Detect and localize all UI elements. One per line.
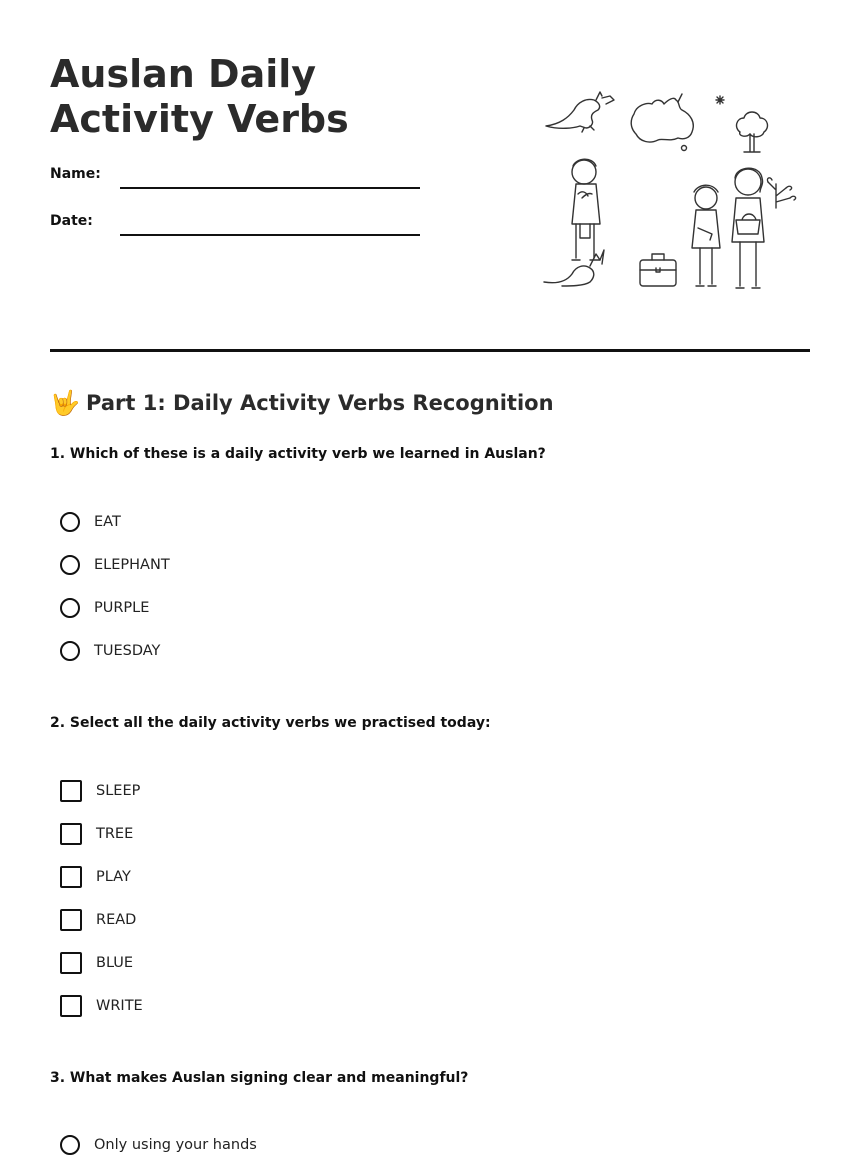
suitcase-icon xyxy=(640,254,676,286)
illustration xyxy=(540,88,800,298)
q2-option-read[interactable] xyxy=(60,907,136,933)
child-icon xyxy=(692,185,720,286)
q1-option-eat[interactable] xyxy=(60,509,121,535)
question-1: 1. Which of these is a daily activity verb we learned in Auslan? xyxy=(50,446,546,462)
australia-map-icon xyxy=(631,94,693,151)
q2-option-tree[interactable] xyxy=(60,821,133,847)
option-label: PURPLE xyxy=(94,600,150,616)
child-icon xyxy=(732,168,764,288)
radio-button[interactable] xyxy=(60,1135,80,1155)
section-divider xyxy=(50,349,810,352)
q2-option-play[interactable] xyxy=(60,864,131,890)
radio-button[interactable] xyxy=(60,598,80,618)
option-label: BLUE xyxy=(96,955,134,971)
option-label: TREE xyxy=(96,826,134,842)
option-label: Only using your hands xyxy=(94,1137,257,1153)
radio-button[interactable] xyxy=(60,641,80,661)
option-label: ELEPHANT xyxy=(94,557,170,573)
child-icon xyxy=(572,159,600,260)
checkbox[interactable] xyxy=(60,823,82,845)
checkbox[interactable] xyxy=(60,866,82,888)
plant-icon xyxy=(767,178,795,208)
q2-option-sleep[interactable] xyxy=(60,778,140,804)
radio-button[interactable] xyxy=(60,555,80,575)
q1-option-purple[interactable] xyxy=(60,595,149,621)
kangaroo-icon xyxy=(546,92,614,132)
option-label: TUESDAY xyxy=(94,643,161,659)
option-label: SLEEP xyxy=(96,783,141,799)
option-label: EAT xyxy=(94,514,121,530)
checkbox[interactable] xyxy=(60,995,82,1017)
q2-option-write[interactable] xyxy=(60,993,143,1019)
checkbox[interactable] xyxy=(60,952,82,974)
q1-option-tuesday[interactable] xyxy=(60,638,160,664)
sparkle-icon xyxy=(716,96,724,104)
option-label: READ xyxy=(96,912,137,928)
option-label: WRITE xyxy=(96,998,143,1014)
option-label: PLAY xyxy=(96,869,131,885)
date-label: Date: xyxy=(50,213,93,229)
checkbox[interactable] xyxy=(60,909,82,931)
name-field[interactable] xyxy=(120,187,420,189)
checkbox[interactable] xyxy=(60,780,82,802)
tree-icon xyxy=(737,112,768,152)
question-3: 3. What makes Auslan signing clear and meaningful? xyxy=(50,1070,469,1086)
question-2: 2. Select all the daily activity verbs we practised today: xyxy=(50,715,491,731)
q2-option-blue[interactable] xyxy=(60,950,133,976)
q3-option-hands-only[interactable] xyxy=(60,1132,257,1158)
name-label: Name: xyxy=(50,166,101,182)
hand-sign-icon: 🤟 xyxy=(50,389,80,417)
radio-button[interactable] xyxy=(60,512,80,532)
section-title xyxy=(50,389,554,417)
kangaroo-icon xyxy=(544,250,604,286)
page-title: Auslan Daily Activity Verbs xyxy=(50,52,349,141)
q1-option-elephant[interactable] xyxy=(60,552,170,578)
date-field[interactable] xyxy=(120,234,420,236)
section-title-text: Part 1: Daily Activity Verbs Recognition xyxy=(86,391,554,415)
